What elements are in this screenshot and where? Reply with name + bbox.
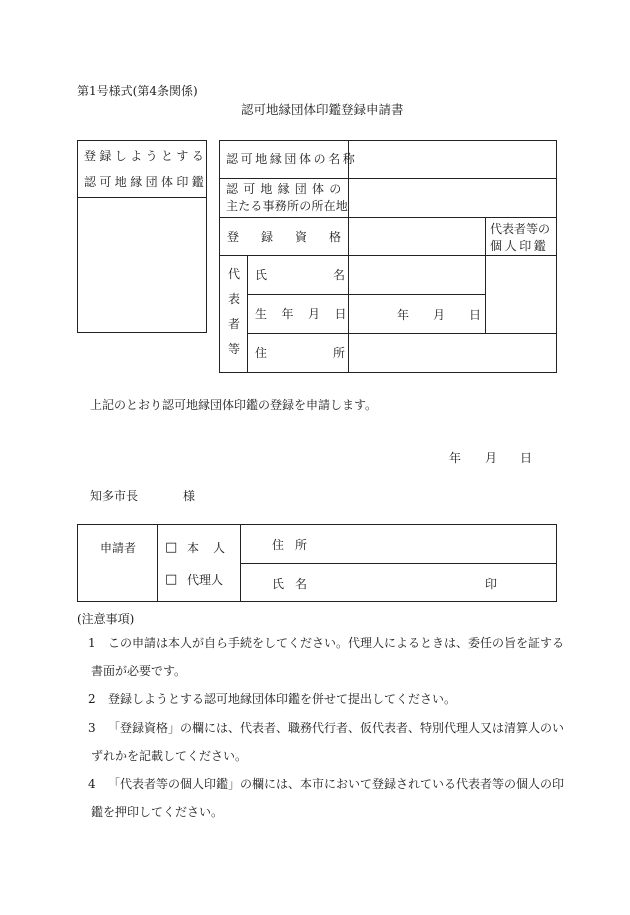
- representative-label: 代表者等: [227, 267, 240, 356]
- seal-box-divider: [77, 197, 207, 198]
- date-year: 年: [449, 451, 462, 465]
- note-3-number: 3: [88, 721, 96, 735]
- note-4-line2: 鑑を押印してください。: [91, 805, 224, 819]
- row-divider-1: [219, 178, 557, 179]
- note-1-line2: 書面が必要です。: [91, 664, 187, 678]
- birthdate-month: 月: [433, 308, 446, 322]
- personal-seal-area[interactable]: [487, 257, 555, 331]
- group-name-value[interactable]: [350, 142, 554, 176]
- applicant-address-value[interactable]: [330, 526, 554, 561]
- note-1-line1: この申請は本人が自ら手続をしてください。代理人によるときは、委任の旨を証する: [108, 636, 565, 650]
- applicant-col-divider-1: [157, 524, 158, 602]
- seal-column-divider: [485, 217, 486, 333]
- self-label: 本人: [187, 541, 240, 555]
- representative-column-divider: [247, 255, 248, 373]
- office-address-label-line1: 認可地縁団体の: [226, 182, 347, 196]
- applicant-name-label: 氏名: [272, 577, 319, 591]
- proxy-checkbox[interactable]: □: [165, 572, 178, 587]
- rep-name-label-text: 氏名: [255, 268, 412, 282]
- proxy-label: 代理人: [187, 573, 224, 587]
- seal-box-label-line2-text: 認可地縁団体印鑑: [84, 175, 208, 189]
- qualification-label: [227, 219, 364, 254]
- date-day: 日: [520, 451, 533, 465]
- applicant-row-divider: [240, 563, 557, 564]
- birthdate-day: 日: [469, 308, 482, 322]
- form-number: 第1号様式(第4条関係): [77, 84, 198, 98]
- note-item-1: [78, 637, 564, 649]
- form-title: 認可地縁団体印鑑登録申請書: [241, 102, 404, 117]
- qualification-value[interactable]: [350, 219, 483, 254]
- birthdate-year: 年: [397, 308, 410, 322]
- row-divider-5: [247, 333, 557, 334]
- note-4-number: 4: [88, 777, 96, 791]
- note-item-2: [78, 693, 456, 705]
- personal-seal-label-line1: 代表者等の: [490, 222, 551, 236]
- office-address-label-line2: 主たる事務所の所在地: [226, 199, 349, 213]
- note-4-line1: 「代表者等の個人印鑑」の欄には、本市において登録されている代表者等の個人の印: [108, 777, 565, 791]
- rep-birthdate-label-text: 生年月日: [255, 307, 362, 321]
- note-2-line1: 登録しようとする認可地縁団体印鑑を併せて提出してください。: [108, 692, 457, 706]
- qualification-label-text: 登録資格: [227, 229, 364, 244]
- applicant-label: 申請者: [100, 541, 137, 555]
- seal-mark: 印: [485, 577, 498, 591]
- self-checkbox[interactable]: □: [165, 540, 178, 555]
- notes-heading: (注意事項): [77, 612, 135, 626]
- office-address-value[interactable]: [350, 180, 554, 215]
- row-divider-2: [219, 217, 557, 218]
- rep-name-value[interactable]: [350, 257, 483, 293]
- personal-seal-label-line2: 個人印鑑: [490, 239, 549, 253]
- note-3-line1: 「登録資格」の欄には、代表者、職務代行者、仮代表者、特別代理人又は清算人のい: [108, 721, 565, 735]
- note-item-4: [78, 778, 564, 790]
- date-month: 月: [485, 451, 498, 465]
- rep-name-label: [255, 257, 412, 293]
- group-name-label: 認可地縁団体の名称: [226, 152, 358, 166]
- addressee-honorific: 様: [183, 489, 196, 503]
- note-item-3: [78, 722, 564, 734]
- note-2-number: 2: [88, 692, 96, 706]
- seal-registration-box: [77, 140, 207, 333]
- label-column-divider: [348, 140, 349, 373]
- rep-residence-label: [255, 335, 412, 371]
- row-divider-3b: [485, 255, 557, 256]
- application-statement: 上記のとおり認可地縁団体印鑑の登録を申請します。: [90, 398, 378, 412]
- applicant-address-label: 住所: [272, 538, 319, 552]
- row-divider-3: [219, 255, 485, 256]
- rep-birthdate-label: [255, 296, 362, 332]
- seal-box-label-line1-text: 登録しようとする: [84, 149, 208, 163]
- applicant-name-value[interactable]: [330, 565, 470, 600]
- addressee-name: 知多市長: [90, 489, 139, 503]
- rep-residence-value[interactable]: [350, 335, 555, 371]
- note-3-line2: ずれかを記載してください。: [91, 749, 248, 763]
- note-1-number: 1: [88, 636, 96, 650]
- rep-residence-label-text: 住所: [255, 346, 412, 360]
- row-divider-4: [247, 294, 485, 295]
